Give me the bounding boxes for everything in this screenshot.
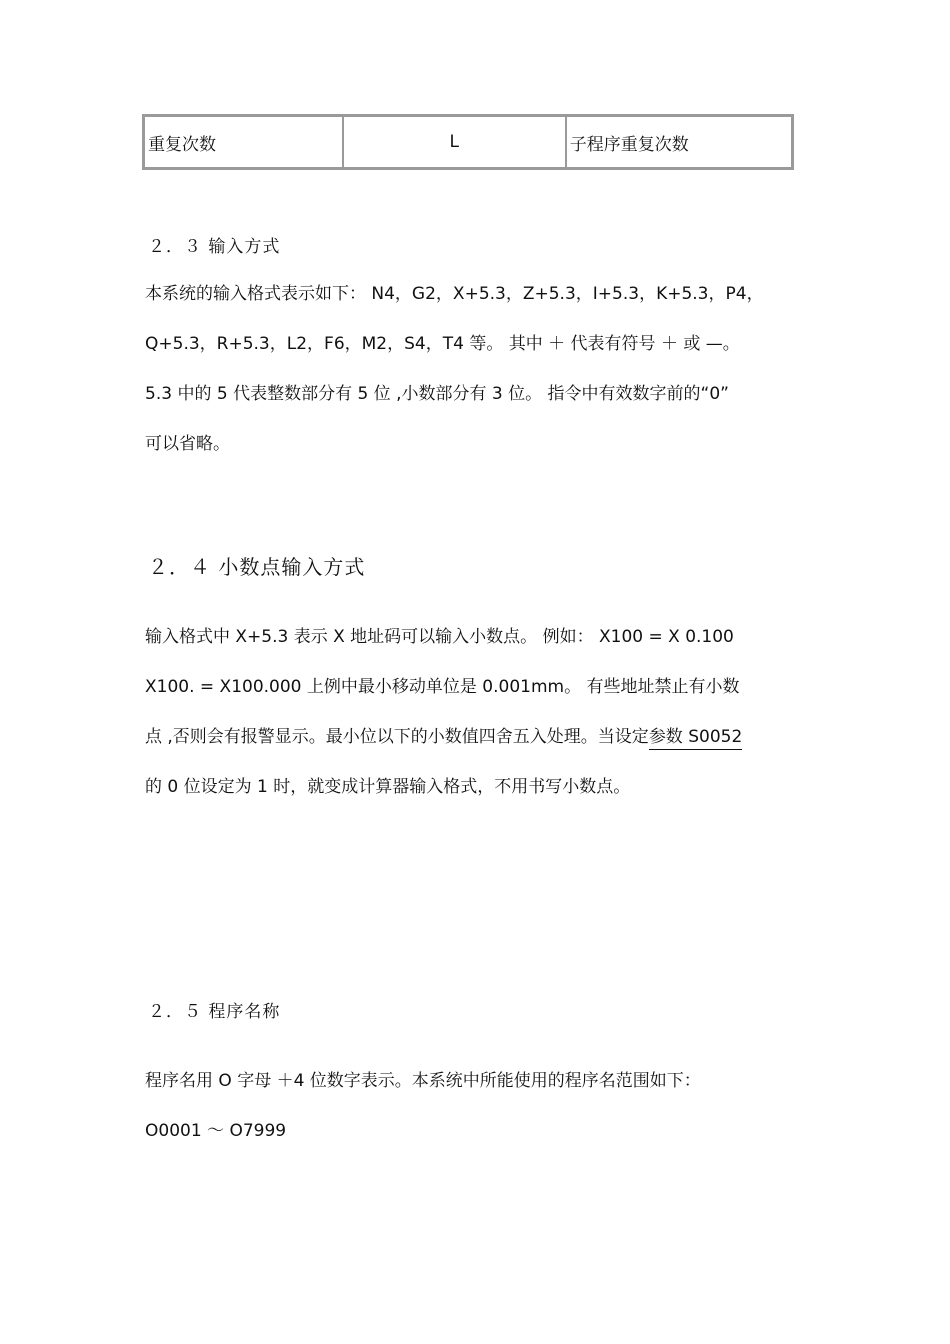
section-heading-2-5: ２．５ 程序名称 (148, 1002, 281, 1022)
paragraph-line: 5.3 中的 5 代表整数部分有 5 位 ,小数部分有 3 位。 指令中有效数字前的“0” (145, 384, 729, 404)
paragraph-line: 本系统的输入格式表示如下： N4，G2，X+5.3，Z+5.3，I+5.3，K+5.3，P4， (145, 284, 764, 304)
section-heading-2-4: ２．４ 小数点输入方式 (148, 555, 366, 579)
paragraph-line: 的 0 位设定为 1 时，就变成计算器输入格式，不用书写小数点。 (145, 777, 631, 797)
paragraph-line: 程序名用 O 字母 ＋4 位数字表示。本系统中所能使用的程序名范围如下： (145, 1071, 701, 1091)
table-cell-address: L (343, 116, 566, 168)
paragraph-line (145, 726, 742, 748)
table-cell-name: 重复次数 (144, 116, 343, 168)
table-row (144, 116, 792, 168)
paragraph-line: 输入格式中 X+5.3 表示 X 地址码可以输入小数点。 例如： X100 = X 0.100 (145, 627, 734, 647)
paragraph-line: Q+5.3，R+5.3，L2，F6，M2，S4，T4 等。 其中 ＋ 代表有符号 ＋ 或 —。 (145, 334, 740, 354)
table-cell-description: 子程序重复次数 (566, 116, 792, 168)
address-table (142, 114, 794, 170)
paragraph-line: X100. = X100.000 上例中最小移动单位是 0.001mm。 有些地址禁止有小数 (145, 677, 740, 697)
paragraph-line: 可以省略。 (145, 434, 230, 454)
paragraph-text: 点 ,否则会有报警显示。最小位以下的小数值四舍五入处理。当设定 (145, 727, 649, 747)
parameter-link[interactable]: 参数 S0052 (649, 727, 742, 750)
paragraph-line: O0001 ～ O7999 (145, 1121, 287, 1141)
section-heading-2-3: ２．３ 输入方式 (148, 237, 281, 257)
